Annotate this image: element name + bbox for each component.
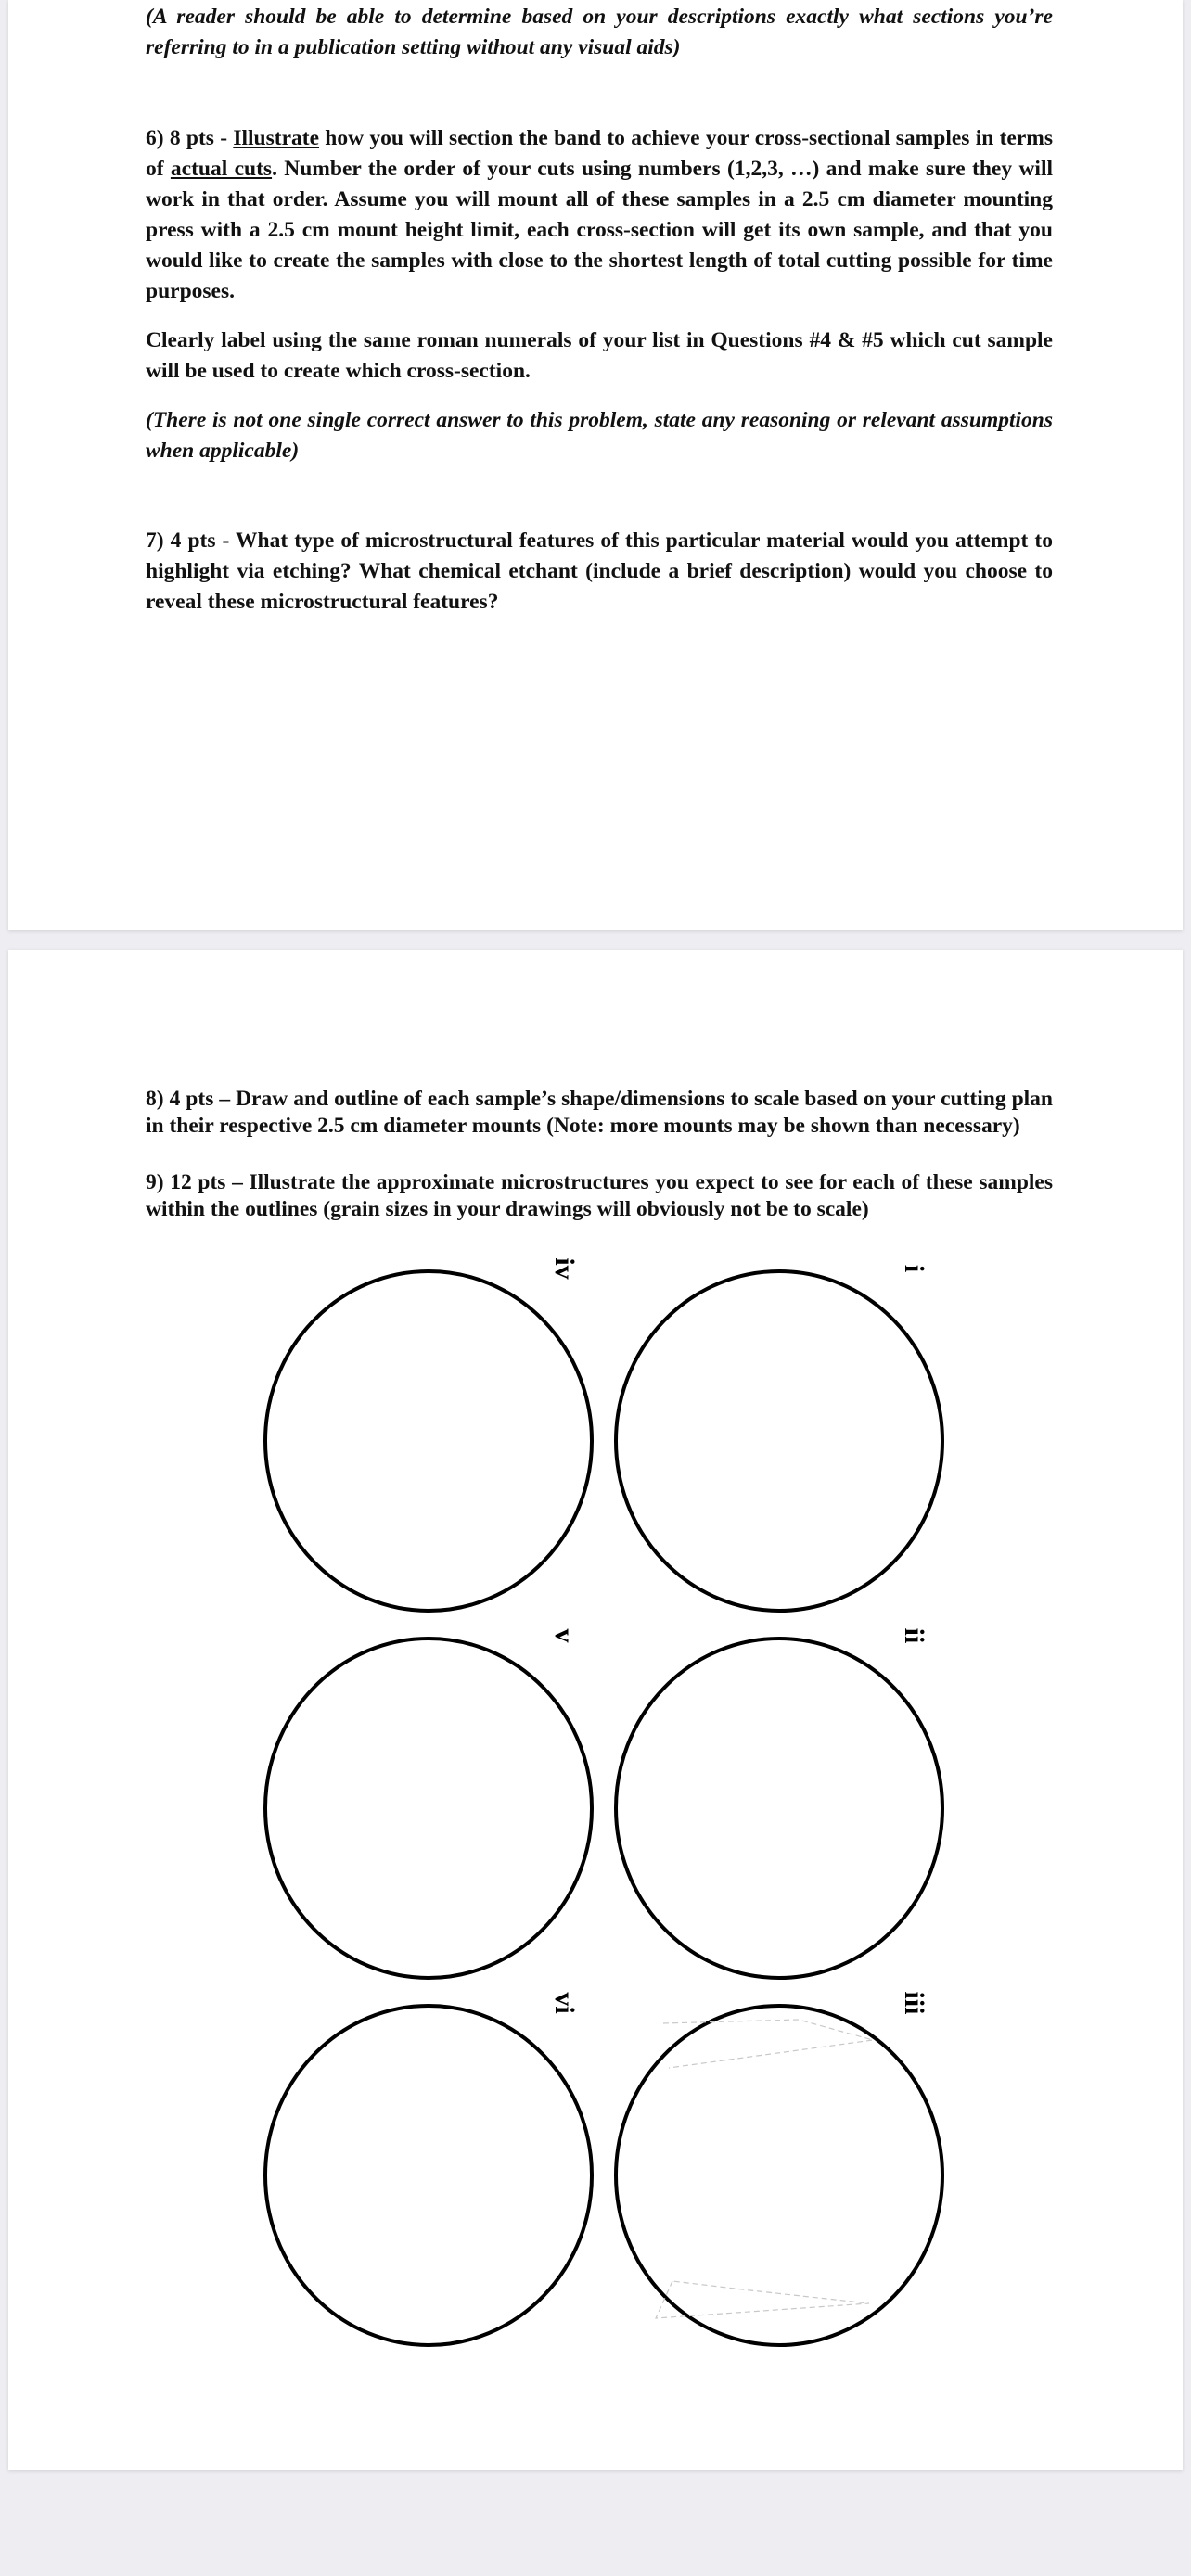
mount-circle (265, 1639, 592, 1978)
mount-label: ii (899, 1627, 929, 1644)
mount-ii (616, 1628, 942, 1978)
worksheet-page-2 (8, 950, 1183, 2470)
question-6-assumption-note: (There is not one single correct answer to this problem, state any reasoning or relevant assumptions when applicable) (146, 408, 1053, 463)
question-7: 7) 4 pts - What type of microstructural features of this particular material would you attempt to highlight via etching? What chemical etchant (include a brief description) would you choose to reveal these microstructural features? (146, 529, 1053, 614)
mount-iv (265, 1257, 592, 1611)
faint-sketch-top (663, 2020, 873, 2068)
question-8: 8) 4 pts – Draw and outline of each sample’s shape/dimensions to scale based on your cutting plan in their respective 2.5 cm diameter mounts (Note: more mounts may be shown than necessary) (146, 1087, 1053, 1138)
mount-iii (616, 1991, 942, 2345)
faint-sketch-bottom (656, 2281, 869, 2318)
mount-label: v (549, 1628, 580, 1643)
mount-vi (265, 1992, 592, 2345)
intro-note: (A reader should be able to determine based on your descriptions exactly what sections you’re referring to in a publication setting without any visual aids) (146, 5, 1053, 59)
question-6-prefix: 6) 8 pts - (146, 126, 234, 150)
mount-outlines (8, 950, 1183, 2470)
mount-circle (265, 1271, 592, 1611)
question-6 (146, 123, 1053, 307)
mount-label: vi (549, 1992, 580, 2014)
question-6-part1: how you will section the band to achieve your cross-sectional samples in terms of (146, 126, 1053, 181)
mount-circle (265, 2006, 592, 2345)
mount-label: iii (899, 1991, 929, 2015)
worksheet-page-1 (8, 0, 1183, 930)
mount-circle (616, 1271, 942, 1611)
question-6-label-instruction: Clearly label using the same roman numerals of your list in Questions #4 & #5 which cut sample will be used to create which cross-section. (146, 328, 1053, 383)
mount-circle (616, 2006, 942, 2345)
mount-label: i (899, 1264, 929, 1273)
illustrate-keyword: Illustrate (233, 126, 320, 150)
mount-circle (616, 1639, 942, 1978)
actual-cuts-keyword: actual cuts (170, 157, 273, 181)
mount-v (265, 1629, 592, 1979)
mount-label: iv (549, 1257, 580, 1280)
question-9: 9) 12 pts – Illustrate the approximate microstructures you expect to see for each of these samples within the outlines (grain sizes in your drawings will obviously not be to scale) (146, 1170, 1053, 1221)
mount-i (616, 1265, 942, 1611)
question-6-part2: . Number the order of your cuts using numbers (1,2,3, …) and make sure they will work in that order. Assume you will mount all of these samples in a 2.5 cm diameter mounting press with a 2.5 cm mount height limit, each cross-section will get its own sample, and that you would like to create the samples with close to the shortest length of total cutting possible for time purposes. (146, 157, 1053, 303)
